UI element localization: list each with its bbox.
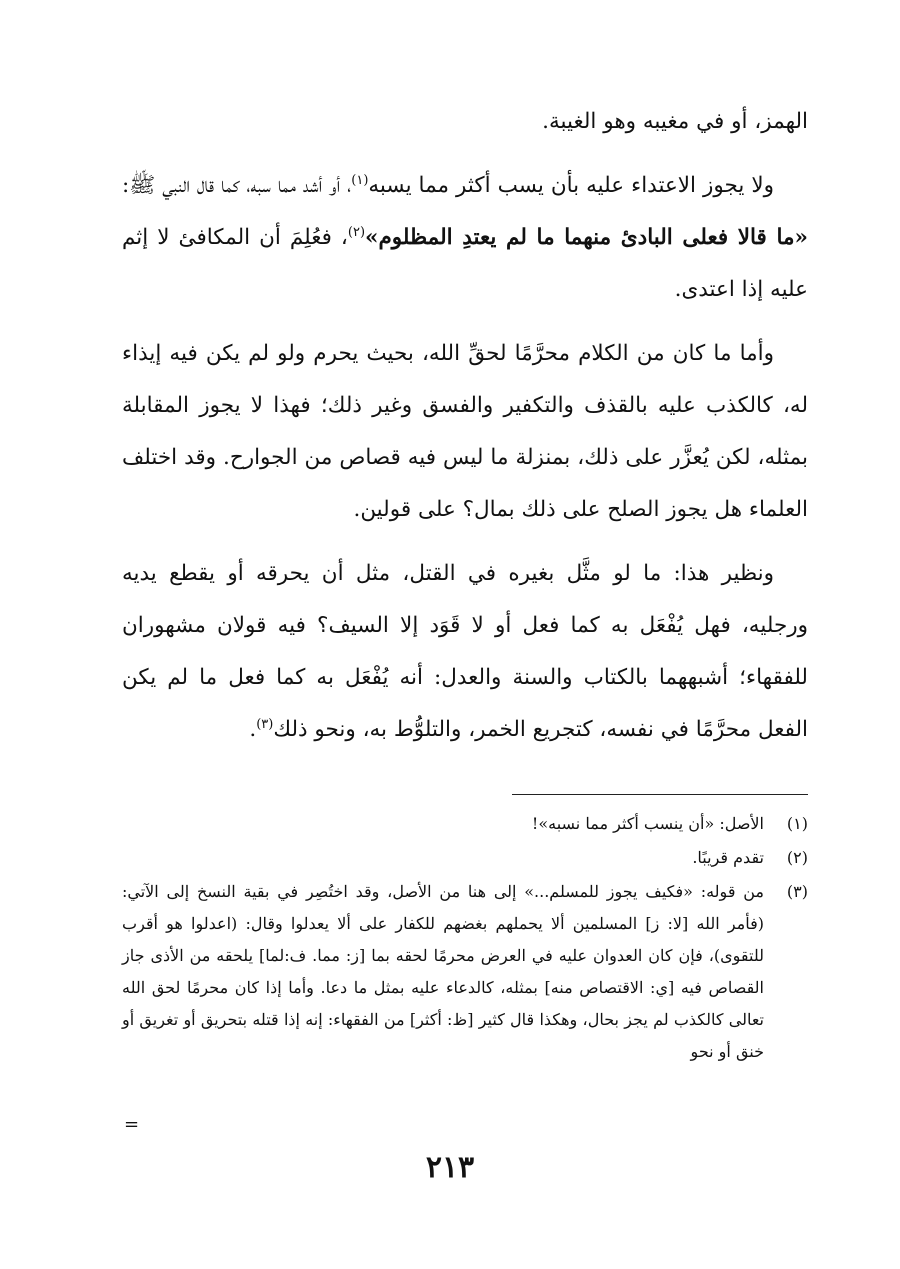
footnote-number: (٣) [786,882,808,901]
paragraph-2-part-a: ولا يجوز الاعتداء عليه بأن يسب أكثر مما يسبه [368,173,774,198]
footnote-ref-2: (٢) [347,224,366,240]
paragraph-4 [122,548,808,756]
footnote-text: الأصل: «أن ينسب أكثر مما نسبه»! [531,814,764,833]
paragraph-4-text: ونظير هذا: ما لو مثَّل بغيره في القتل، مثل أن يحرقه أو يقطع يديه ورجليه، فهل يُفْعَل به كما فعل أو لا قَوَد إلا السيف؟ فيه قولان مشهوران للفقهاء؛ أشبههما بالكتاب والسنة والعدل: أنه يُفْعَل به كما فعل ما لم يكن الفعل محرَّمًا في نفسه، كتجريع الخمر، والتلوُّط به، ونحو ذلك [122,561,808,742]
main-text [122,96,808,768]
continuation-mark: = [124,1114,140,1135]
footnote-ref-3: (٣) [256,716,274,732]
footnote-number: (١) [786,814,808,833]
page-number: ٢١٣ [425,1150,475,1185]
paragraph-4-end: . [249,717,257,742]
footnote-text: تقدم قريبًا. [692,848,764,867]
footnote-text: من قوله: «فكيف يجوز للمسلم...» إلى هنا من الأصل، وقد اختُصِر في بقية النسخ إلى الآتي: (فأمر الله [لا: ز] المسلمين ألا يحملهم بغضهم للكفار على ألا يعدلوا وقال: (اعدلوا هو أقرب للتقوى)، فإن كان العدوان عليه في العرض محرمًا لحقه بما [ز: مما. ف:لما] يلحقه من الأذى جاز القصاص فيه [ي: الاقتصاص منه] بمثله، كالدعاء عليه بمثل ما دعا. وأما إذا كان محرمًا لحق الله تعالى كالكذب لم يجز بحال، وهكذا قال كثير [ظ: أكثر] من الفقهاء: إنه إذا قتله بتحريق أو تغريق أو خنق أو نحو [122,882,764,1061]
paragraph-3: وأما ما كان من الكلام محرَّمًا لحقِّ الله، بحيث يحرم ولو لم يكن فيه إيذاء له، كالكذب عليه بالقذف والتكفير والفسق وغير ذلك؛ فهذا لا يجوز المقابلة بمثله، لكن يُعزَّر على ذلك، بمنزلة ما ليس فيه قصاص من الجوارح. وقد اختلف العلماء هل يجوز الصلح على ذلك بمال؟ على قولين. [122,341,808,522]
footnote-3 [122,876,808,1068]
footnote-1 [122,808,808,840]
paragraph-1: الهمز، أو في مغيبه وهو الغيبة. [542,109,808,134]
paragraph-2-part-b: ، أو أشد مما سبه، كما قال النبي ﷺ: [122,173,352,198]
hadith-quote: «ما قالا فعلى البادئ منهما ما لم يعتدِ المظلوم» [365,225,808,250]
footnotes [122,808,808,1070]
footnote-2 [122,842,808,874]
paragraph-2-part-c: ، فعُلِمَ أن المكافئ لا إثم عليه إذا اعتدى. [122,225,808,302]
footnote-ref-1: (١) [351,172,369,188]
footnote-number: (٢) [786,848,808,867]
paragraph-2 [122,160,808,316]
footnote-separator [512,794,808,795]
